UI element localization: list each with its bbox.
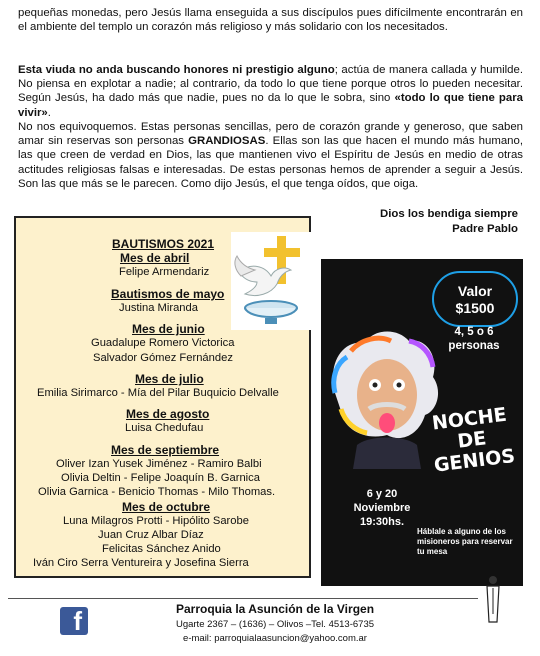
month-heading: Mes de agosto: [126, 407, 210, 421]
month-heading: Mes de septiembre: [111, 443, 220, 457]
baptism-name: Oliver Izan Yusek Jiménez - Ramiro Balbi: [56, 458, 262, 470]
footer-divider: [8, 598, 478, 599]
baptism-name: Iván Ciro Serra Ventureira y Josefina Sierra: [33, 557, 249, 569]
blessing-text: Dios los bendiga siempre: [380, 208, 518, 220]
paragraph-intro: pequeñas monedas, pero Jesús llama enseguida a sus discípulos pues difícilmente encontrarán en el ambiente del templo un corazón más religioso y más solidario con los necesitados.: [18, 7, 523, 34]
baptism-name: Felipe Armendariz: [119, 266, 210, 278]
parish-name: Parroquia la Asunción de la Virgen: [175, 602, 375, 616]
month-heading: Mes de abril: [120, 251, 190, 265]
baptism-name: Juan Cruz Albar Díaz: [98, 529, 204, 541]
group-size-count: 4, 5 o 6: [454, 326, 494, 338]
parish-email[interactable]: e-mail: parroquialaasuncion@yahoo.com.ar: [183, 633, 367, 644]
baptism-name: Luisa Chedufau: [125, 422, 204, 434]
event-date: [337, 487, 427, 529]
baptism-name: Olivia Garnica - Benicio Thomas - Milo Thomas.: [38, 486, 276, 498]
group-size: [429, 325, 519, 353]
event-time: 19:30hs.: [359, 516, 405, 528]
paragraph-viuda-end: .: [47, 106, 51, 119]
event-title: [417, 403, 523, 478]
month-heading: Mes de julio: [135, 372, 204, 386]
baptism-name: Olivia Deltin - Felipe Joaquín B. Garnica: [61, 472, 260, 484]
month-heading: Mes de octubre: [122, 500, 211, 514]
facebook-icon[interactable]: [60, 607, 88, 635]
baptism-name: Emilia Sirimarco - Mía del Pilar Buquicio Delvalle: [37, 387, 279, 399]
event-poster: [321, 259, 523, 586]
event-month: Noviembre: [353, 502, 411, 514]
dove-cross-baptismal-font-icon: [231, 232, 311, 330]
facebook-letter: f: [73, 606, 82, 636]
baptism-name: Luna Milagros Protti - Hipólito Sarobe: [63, 515, 249, 527]
paragraph-grandiosas-a: No nos equivoquemos. Estas personas sencillas, pero de corazón grande y generoso, que saben amar sin reservas son personas: [18, 121, 523, 148]
parish-address: Ugarte 2367 – (1636) – Olivos –Tel. 4513-6735: [175, 619, 375, 630]
baptisms-box: [14, 216, 311, 578]
event-days: 6 y 20: [366, 488, 398, 500]
price-badge: [432, 271, 518, 327]
paragraph-grandiosas: [18, 120, 523, 191]
paragraph-viuda-text: ; actúa de manera callada y humilde. No piensa en explotar a nadie; al contrario, da todo lo que tiene porque otros lo pueden necesitar. Según Jesús, ha dado más que nadie, pues no da lo que le sobra, sino: [18, 64, 523, 105]
paragraph-viuda-quote: «todo lo que tiene para vivir»: [18, 92, 523, 119]
signature-text: Padre Pablo: [452, 223, 518, 235]
price-amount: $1500: [455, 300, 495, 316]
month-heading: Bautismos de mayo: [111, 287, 225, 301]
event-title-line1: NOCHE: [430, 403, 508, 435]
baptisms-title: BAUTISMOS 2021: [112, 237, 215, 251]
virgin-mary-icon: [484, 574, 502, 626]
price-label: Valor: [457, 283, 493, 299]
baptism-name: Felicitas Sánchez Anido: [102, 543, 221, 555]
paragraph-grandiosas-b: . Ellas son las que hacen el mundo más humano, las que creen de verdad en Dios, las que mantienen vivo el Espíritu de Jesús en medio de otras actitudes religiosas falsas e interesadas. De estas personas hemos de aprender a seguir a Jesús. Son las que más se le parecen. Como dijo Jesús, el que tenga oídos, que oiga.: [18, 135, 523, 190]
baptism-name: Salvador Gómez Fernández: [93, 352, 233, 364]
event-title-line2: DE GENIOS: [432, 427, 517, 477]
paragraph-viuda: [18, 63, 523, 120]
baptism-name: Guadalupe Romero Victorica: [91, 337, 235, 349]
group-size-label: personas: [448, 340, 500, 352]
paragraph-viuda-bold: Esta viuda no anda buscando honores ni prestigio alguno: [18, 64, 335, 76]
paragraph-grandiosas-bold: GRANDIOSAS: [188, 135, 266, 148]
reservation-note: Háblale a alguno de los misioneros para reservar tu mesa: [417, 527, 513, 556]
baptism-name: Justina Miranda: [119, 302, 198, 314]
month-heading: Mes de junio: [132, 322, 205, 336]
